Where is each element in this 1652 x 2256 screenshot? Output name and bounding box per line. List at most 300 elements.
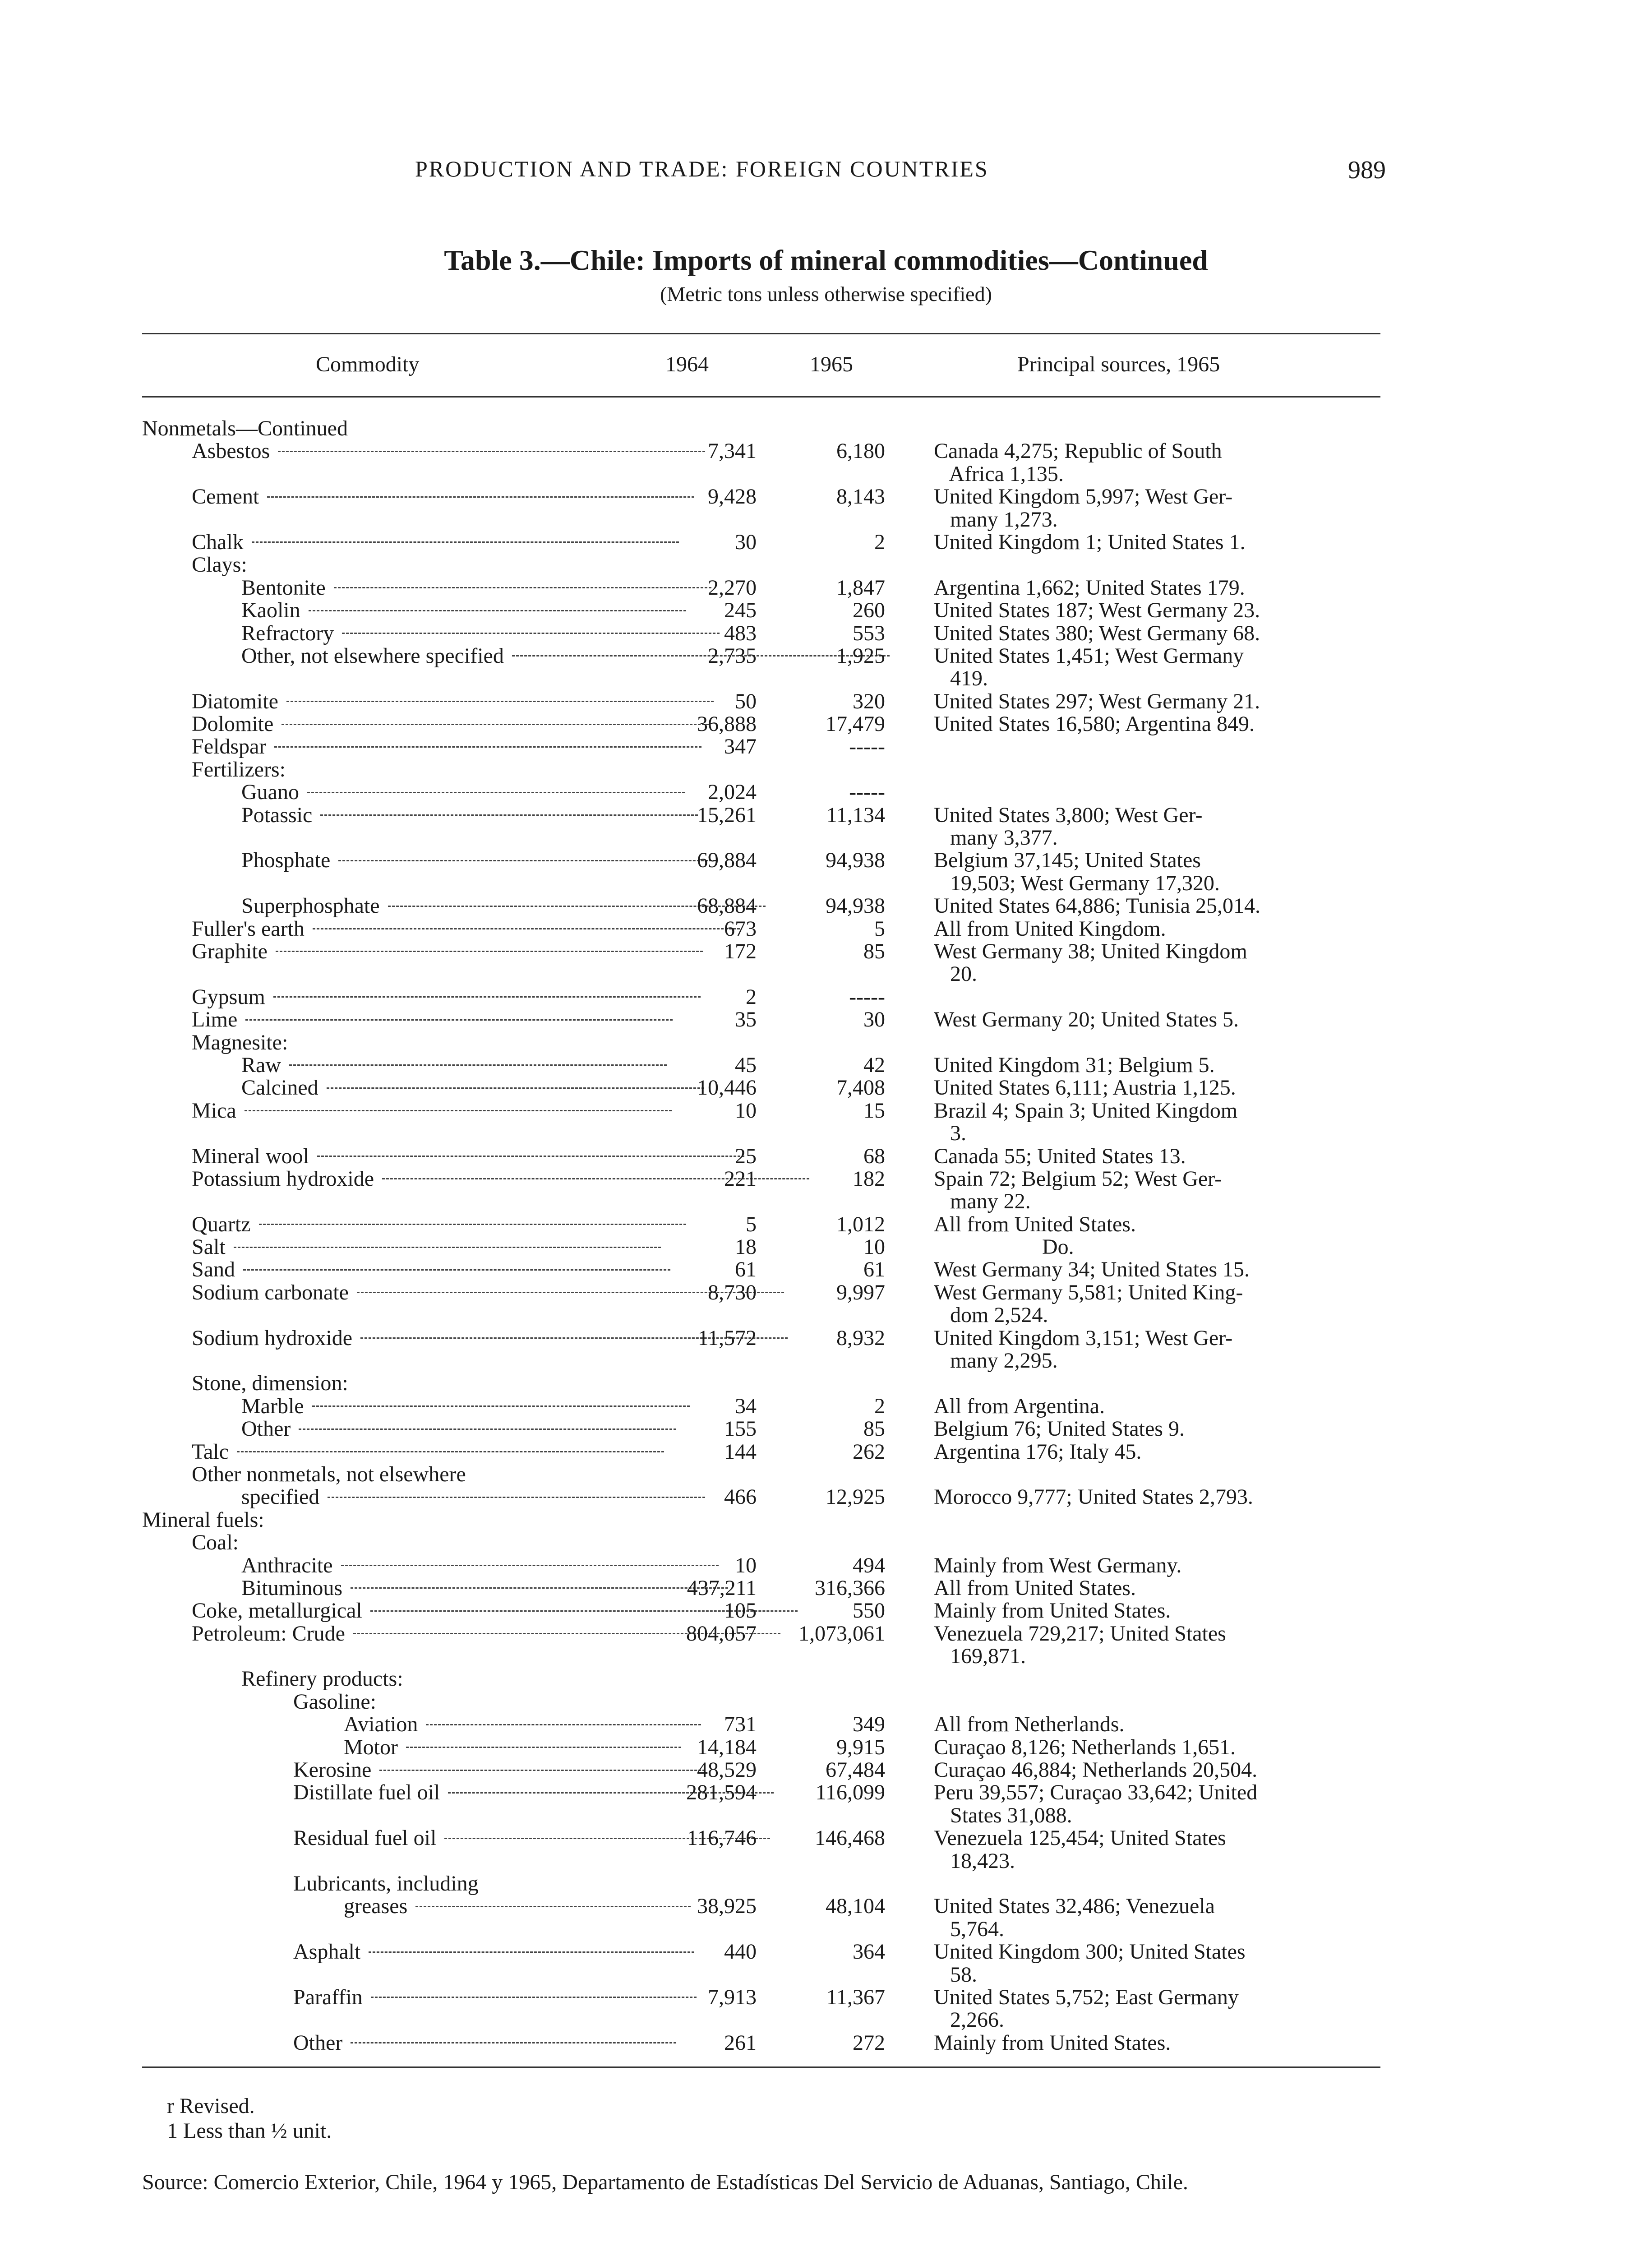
value-1965: 1,012 [836, 1212, 885, 1236]
commodity-label: Kerosine [293, 1758, 372, 1782]
value-1965: ----- [849, 735, 885, 759]
table-header-rule [142, 396, 1380, 398]
table-row [0, 986, 1652, 1008]
commodity-label: Sand [192, 1257, 235, 1282]
principal-sources: Belgium 37,145; United States [934, 848, 1201, 873]
principal-sources: United Kingdom 31; Belgium 5. [934, 1053, 1215, 1077]
value-1964: 2,735 [708, 643, 757, 668]
table-row [0, 2009, 1652, 2031]
principal-sources: Peru 39,557; Curaçao 33,642; United [934, 1780, 1258, 1805]
value-1965: 262 [853, 1439, 885, 1464]
table-row [0, 440, 1652, 462]
commodity-label: Asphalt [293, 1940, 361, 1964]
value-1964: 261 [724, 2030, 757, 2055]
column-header-commodity: Commodity [316, 352, 420, 376]
commodity-cell [192, 713, 709, 735]
commodity-label: Bituminous [241, 1576, 343, 1600]
commodity-cell [344, 1895, 691, 1918]
commodity-label: Cement [192, 485, 259, 509]
commodity-label: Raw [241, 1053, 281, 1077]
principal-sources: Argentina 176; Italy 45. [934, 1439, 1142, 1464]
value-1965: ----- [849, 985, 885, 1009]
commodity-label: Chalk [192, 530, 244, 554]
commodity-cell [241, 849, 716, 872]
commodity-cell [293, 1872, 479, 1895]
table-top-rule [142, 333, 1380, 334]
commodity-label: Quartz [192, 1212, 251, 1236]
table-title: Table 3.—Chile: Imports of mineral commodities—Continued [444, 244, 1208, 276]
commodity-label: Aviation [344, 1712, 418, 1737]
commodity-label: Phosphate [241, 848, 331, 873]
value-1965: 260 [853, 598, 885, 623]
principal-sources: United Kingdom 5,997; West Ger- [934, 485, 1233, 509]
principal-sources: All from Netherlands. [934, 1712, 1125, 1737]
source-note: Source: Comercio Exterior, Chile, 1964 y 1965, Departamento de Estadísticas Del Servicio de Aduanas, Santiago, Chile. [142, 2170, 1188, 2194]
principal-sources: Morocco 9,777; United States 2,793. [934, 1485, 1253, 1509]
value-1964: 105 [724, 1599, 757, 1623]
leader-dots [351, 1587, 728, 1589]
commodity-label: Bentonite [241, 575, 326, 600]
value-1964: 50 [735, 689, 757, 713]
value-1965: 550 [853, 1599, 885, 1623]
value-1965: 11,367 [826, 1985, 885, 2009]
leader-dots [351, 2042, 676, 2043]
commodity-label: Talc [192, 1439, 229, 1464]
principal-sources: All from Argentina. [934, 1394, 1105, 1418]
leader-dots [369, 1951, 694, 1953]
table-row [0, 940, 1652, 963]
commodity-cell [192, 1213, 686, 1236]
table-row [0, 1236, 1652, 1258]
value-1965: 10 [863, 1235, 885, 1259]
value-1964: 10 [735, 1098, 757, 1123]
principal-sources: 19,503; West Germany 17,320. [934, 871, 1220, 895]
table-row [0, 1008, 1652, 1031]
principal-sources: 419. [934, 666, 988, 691]
table-row [0, 1145, 1652, 1168]
value-1965: 15 [863, 1098, 885, 1123]
value-1965: 116,099 [815, 1780, 885, 1805]
value-1965: 17,479 [826, 712, 885, 736]
principal-sources: Canada 4,275; Republic of South [934, 439, 1222, 463]
leader-dots [286, 701, 714, 702]
table-row [0, 1759, 1652, 1781]
commodity-cell [192, 1281, 784, 1304]
value-1965: 2 [874, 1394, 885, 1418]
leader-dots [237, 1451, 664, 1452]
value-1965: 8,143 [836, 485, 885, 509]
principal-sources: many 1,273. [934, 507, 1058, 532]
leader-dots [379, 1770, 705, 1771]
value-1965: 1,847 [836, 575, 885, 600]
commodity-label: Asbestos [192, 439, 270, 463]
leader-dots [289, 1064, 667, 1066]
commodity-cell [344, 1736, 681, 1759]
value-1964: 8,730 [708, 1280, 757, 1304]
value-1964: 7,913 [708, 1985, 757, 2009]
table-row [0, 1213, 1652, 1236]
commodity-label: Petroleum: Crude [192, 1621, 345, 1646]
commodity-label: Calcined [241, 1076, 318, 1100]
value-1964: 221 [724, 1166, 757, 1191]
commodity-cell [293, 1986, 697, 2009]
commodity-label: Diatomite [192, 689, 278, 713]
leader-dots [276, 951, 703, 952]
value-1965: 42 [863, 1053, 885, 1077]
principal-sources: States 31,088. [934, 1803, 1072, 1827]
commodity-cell [192, 1600, 798, 1622]
table-row [0, 1554, 1652, 1577]
principal-sources: many 3,377. [934, 826, 1058, 850]
table-row [0, 735, 1652, 758]
leader-dots [309, 610, 686, 611]
commodity-cell [241, 599, 686, 622]
commodity-cell [241, 1486, 705, 1508]
principal-sources: Brazil 4; Spain 3; United Kingdom [934, 1098, 1238, 1123]
value-1965: 182 [853, 1166, 885, 1191]
principal-sources: United Kingdom 3,151; West Ger- [934, 1326, 1233, 1350]
table-row [0, 918, 1652, 940]
commodity-label: Refinery products: [241, 1667, 403, 1691]
value-1965: 320 [853, 689, 885, 713]
commodity-cell [192, 986, 701, 1008]
value-1964: 804,057 [686, 1621, 757, 1646]
table-row [0, 758, 1652, 781]
leader-dots [243, 1269, 670, 1271]
commodity-label: Nonmetals—Continued [142, 416, 348, 440]
value-1964: 68,884 [697, 894, 757, 918]
table-row [0, 1713, 1652, 1736]
table-row [0, 1872, 1652, 1895]
commodity-cell [293, 2032, 676, 2054]
principal-sources: 169,871. [934, 1644, 1026, 1669]
commodity-cell [293, 1941, 694, 1963]
value-1965: ----- [849, 780, 885, 804]
table-row [0, 1509, 1652, 1531]
commodity-cell [241, 1577, 728, 1600]
commodity-label: Guano [241, 780, 299, 804]
table-row [0, 1327, 1652, 1350]
table-row [0, 554, 1652, 576]
commodity-cell [293, 1691, 376, 1713]
value-1964: 38,925 [697, 1894, 757, 1919]
column-header-1965: 1965 [810, 352, 853, 376]
commodity-label: Potassium hydroxide [192, 1166, 374, 1191]
table-row [0, 1668, 1652, 1690]
value-1965: 67,484 [826, 1758, 885, 1782]
commodity-label: Graphite [192, 939, 268, 963]
leader-dots [415, 1906, 691, 1907]
commodity-cell [344, 1713, 701, 1736]
running-header-title: PRODUCTION AND TRADE: FOREIGN COUNTRIES [415, 156, 989, 181]
leader-dots [426, 1724, 701, 1725]
table-row [0, 1350, 1652, 1372]
principal-sources: United States 5,752; East Germany [934, 1985, 1239, 2009]
commodity-cell [241, 781, 685, 804]
commodity-label: Other nonmetals, not elsewhere [192, 1462, 466, 1486]
principal-sources: Spain 72; Belgium 52; West Ger- [934, 1166, 1222, 1191]
value-1964: 731 [724, 1712, 757, 1737]
table-row [0, 690, 1652, 713]
commodity-label: Paraffin [293, 1985, 363, 2009]
table-row [0, 1964, 1652, 1986]
value-1964: 25 [735, 1144, 757, 1168]
leader-dots [281, 724, 709, 725]
value-1965: 1,925 [836, 643, 885, 668]
commodity-label: Gypsum [192, 985, 265, 1009]
table-row [0, 1258, 1652, 1281]
value-1964: 18 [735, 1235, 757, 1259]
commodity-label: Mineral fuels: [142, 1507, 264, 1532]
table-row [0, 713, 1652, 735]
commodity-label: Other [293, 2030, 343, 2055]
running-header [0, 156, 1652, 183]
leader-dots [278, 451, 705, 452]
table-row [0, 1827, 1652, 1849]
value-1964: 2,024 [708, 780, 757, 804]
commodity-label: Other, not elsewhere specified [241, 643, 504, 668]
table-row [0, 622, 1652, 645]
commodity-cell [241, 577, 711, 599]
value-1964: 15,261 [697, 803, 757, 827]
leader-dots [320, 814, 698, 816]
column-header-sources: Principal sources, 1965 [1017, 352, 1220, 376]
principal-sources: United States 16,580; Argentina 849. [934, 712, 1255, 736]
commodity-cell [192, 1145, 744, 1168]
table-row [0, 1054, 1652, 1077]
table-row [0, 1418, 1652, 1440]
table-body [0, 417, 1652, 2054]
value-1964: 144 [724, 1439, 757, 1464]
commodity-cell [192, 940, 703, 963]
value-1964: 36,888 [697, 712, 757, 736]
commodity-cell [192, 1372, 348, 1395]
commodity-cell [192, 1031, 288, 1054]
table-row [0, 463, 1652, 485]
principal-sources: Africa 1,135. [934, 462, 1064, 486]
commodity-label: Magnesite: [192, 1030, 288, 1054]
commodity-cell [192, 758, 286, 781]
value-1965: 12,925 [826, 1485, 885, 1509]
value-1964: 281,594 [686, 1780, 757, 1805]
leader-dots [342, 633, 720, 634]
leader-dots [299, 1428, 676, 1430]
table-row [0, 1781, 1652, 1804]
leader-dots [273, 996, 701, 998]
value-1964: 172 [724, 939, 757, 963]
footnote-less-than: 1 Less than ½ unit. [167, 2119, 332, 2143]
commodity-cell [192, 554, 247, 576]
leader-dots [334, 587, 711, 588]
commodity-cell [192, 1008, 673, 1031]
commodity-cell [192, 1100, 672, 1122]
table-row [0, 1600, 1652, 1622]
commodity-cell [241, 645, 890, 667]
value-1965: 364 [853, 1940, 885, 1964]
value-1965: 9,915 [836, 1735, 885, 1759]
value-1965: 9,997 [836, 1280, 885, 1304]
table-subtitle: (Metric tons unless otherwise specified) [660, 282, 992, 305]
commodity-label: Potassic [241, 803, 313, 827]
value-1964: 9,428 [708, 485, 757, 509]
principal-sources: Curaçao 8,126; Netherlands 1,651. [934, 1735, 1236, 1759]
commodity-label: Kaolin [241, 598, 300, 623]
value-1964: 11,572 [697, 1326, 757, 1350]
table-row [0, 667, 1652, 690]
commodity-cell [241, 1668, 403, 1690]
value-1964: 10 [735, 1553, 757, 1577]
commodity-cell [241, 1054, 667, 1077]
table-row [0, 1304, 1652, 1327]
principal-sources: 5,764. [934, 1917, 1004, 1941]
table-row [0, 895, 1652, 917]
commodity-label: Coke, metallurgical [192, 1599, 362, 1623]
commodity-cell [241, 895, 766, 917]
commodity-cell [241, 1418, 676, 1440]
leader-dots [371, 1997, 697, 1998]
principal-sources: United States 64,886; Tunisia 25,014. [934, 894, 1261, 918]
value-1964: 440 [724, 1940, 757, 1964]
value-1965: 2 [874, 530, 885, 554]
table-row [0, 1395, 1652, 1418]
table-row [0, 1895, 1652, 1918]
value-1964: 34 [735, 1394, 757, 1418]
table-row [0, 531, 1652, 554]
principal-sources: United States 380; West Germany 68. [934, 621, 1260, 645]
value-1964: 61 [735, 1257, 757, 1282]
principal-sources: Mainly from West Germany. [934, 1553, 1182, 1577]
leader-dots [234, 1247, 661, 1248]
commodity-label: Mica [192, 1098, 236, 1123]
commodity-label: Refractory [241, 621, 334, 645]
commodity-label: Sodium hydroxide [192, 1326, 352, 1350]
table-row [0, 1691, 1652, 1713]
table-row [0, 1623, 1652, 1645]
commodity-cell [192, 735, 701, 758]
leader-dots [259, 1224, 686, 1225]
commodity-label: Lime [192, 1008, 238, 1032]
table-row [0, 577, 1652, 599]
table-row [0, 645, 1652, 667]
commodity-cell [192, 690, 714, 713]
principal-sources: 18,423. [934, 1849, 1015, 1873]
table-row [0, 1804, 1652, 1827]
table-row [0, 804, 1652, 827]
leader-dots [317, 1156, 744, 1157]
footnote-revised: r Revised. [167, 2094, 255, 2118]
commodity-label: greases [344, 1894, 408, 1919]
value-1964: 437,211 [687, 1576, 757, 1600]
principal-sources: Venezuela 125,454; United States [934, 1826, 1226, 1850]
commodity-label: Superphosphate [241, 894, 380, 918]
table-row [0, 1850, 1652, 1872]
principal-sources: All from United States. [934, 1212, 1136, 1236]
principal-sources: West Germany 5,581; United King- [934, 1280, 1243, 1304]
commodity-cell [241, 1395, 690, 1418]
commodity-label: Dolomite [192, 712, 274, 736]
commodity-cell [192, 1168, 809, 1190]
table-row [0, 485, 1652, 508]
table-row [0, 509, 1652, 531]
value-1964: 30 [735, 530, 757, 554]
principal-sources: 58. [934, 1962, 977, 1987]
principal-sources: dom 2,524. [934, 1303, 1048, 1327]
table-row [0, 849, 1652, 872]
leader-dots [327, 1087, 704, 1089]
commodity-label: Lubricants, including [293, 1872, 479, 1895]
value-1965: 1,073,061 [798, 1621, 885, 1646]
value-1965: 553 [853, 621, 885, 645]
leader-dots [313, 928, 740, 929]
principal-sources: 20. [934, 962, 977, 986]
value-1964: 10,446 [697, 1076, 757, 1100]
commodity-label: Mineral wool [192, 1144, 309, 1168]
value-1964: 69,884 [697, 848, 757, 873]
value-1965: 85 [863, 1417, 885, 1441]
table-row [0, 1645, 1652, 1668]
value-1965: 272 [853, 2030, 885, 2055]
commodity-label: Residual fuel oil [293, 1826, 437, 1850]
table-row [0, 1736, 1652, 1759]
value-1964: 347 [724, 735, 757, 759]
commodity-cell [192, 531, 679, 554]
commodity-cell [192, 1463, 466, 1486]
value-1964: 5 [746, 1212, 757, 1236]
value-1964: 7,341 [708, 439, 757, 463]
leader-dots [338, 860, 716, 861]
value-1965: 94,938 [826, 848, 885, 873]
principal-sources: Curaçao 46,884; Netherlands 20,504. [934, 1758, 1258, 1782]
commodity-cell [241, 622, 720, 645]
value-1964: 483 [724, 621, 757, 645]
table-row [0, 1941, 1652, 1963]
table-row [0, 417, 1652, 440]
commodity-cell [192, 485, 694, 508]
commodity-cell [241, 804, 698, 827]
table-row [0, 963, 1652, 985]
value-1965: 316,366 [815, 1576, 885, 1600]
principal-sources: Do. [934, 1235, 1074, 1259]
commodity-cell [192, 1441, 664, 1463]
commodity-label: Motor [344, 1735, 398, 1759]
value-1965: 6,180 [836, 439, 885, 463]
value-1965: 8,932 [836, 1326, 885, 1350]
principal-sources: West Germany 20; United States 5. [934, 1008, 1239, 1032]
commodity-cell [241, 1077, 704, 1099]
commodity-label: Fuller's earth [192, 916, 305, 941]
value-1965: 61 [863, 1257, 885, 1282]
commodity-label: Fertilizers: [192, 757, 286, 781]
leader-dots [341, 1565, 719, 1566]
principal-sources: West Germany 38; United Kingdom [934, 939, 1247, 963]
commodity-label: Anthracite [241, 1553, 333, 1577]
table-row [0, 1986, 1652, 2009]
value-1964: 466 [724, 1485, 757, 1509]
leader-dots [328, 1497, 705, 1498]
value-1965: 494 [853, 1553, 885, 1577]
table-row [0, 1918, 1652, 1941]
principal-sources: many 2,295. [934, 1349, 1058, 1373]
commodity-cell [192, 1531, 239, 1554]
value-1965: 85 [863, 939, 885, 963]
leader-dots [267, 496, 694, 498]
principal-sources: United States 297; West Germany 21. [934, 689, 1260, 713]
table-bottom-rule [142, 2066, 1380, 2068]
commodity-label: Stone, dimension: [192, 1371, 348, 1396]
principal-sources: United States 187; West Germany 23. [934, 598, 1260, 623]
column-header-1964: 1964 [665, 352, 709, 376]
value-1965: 68 [863, 1144, 885, 1168]
